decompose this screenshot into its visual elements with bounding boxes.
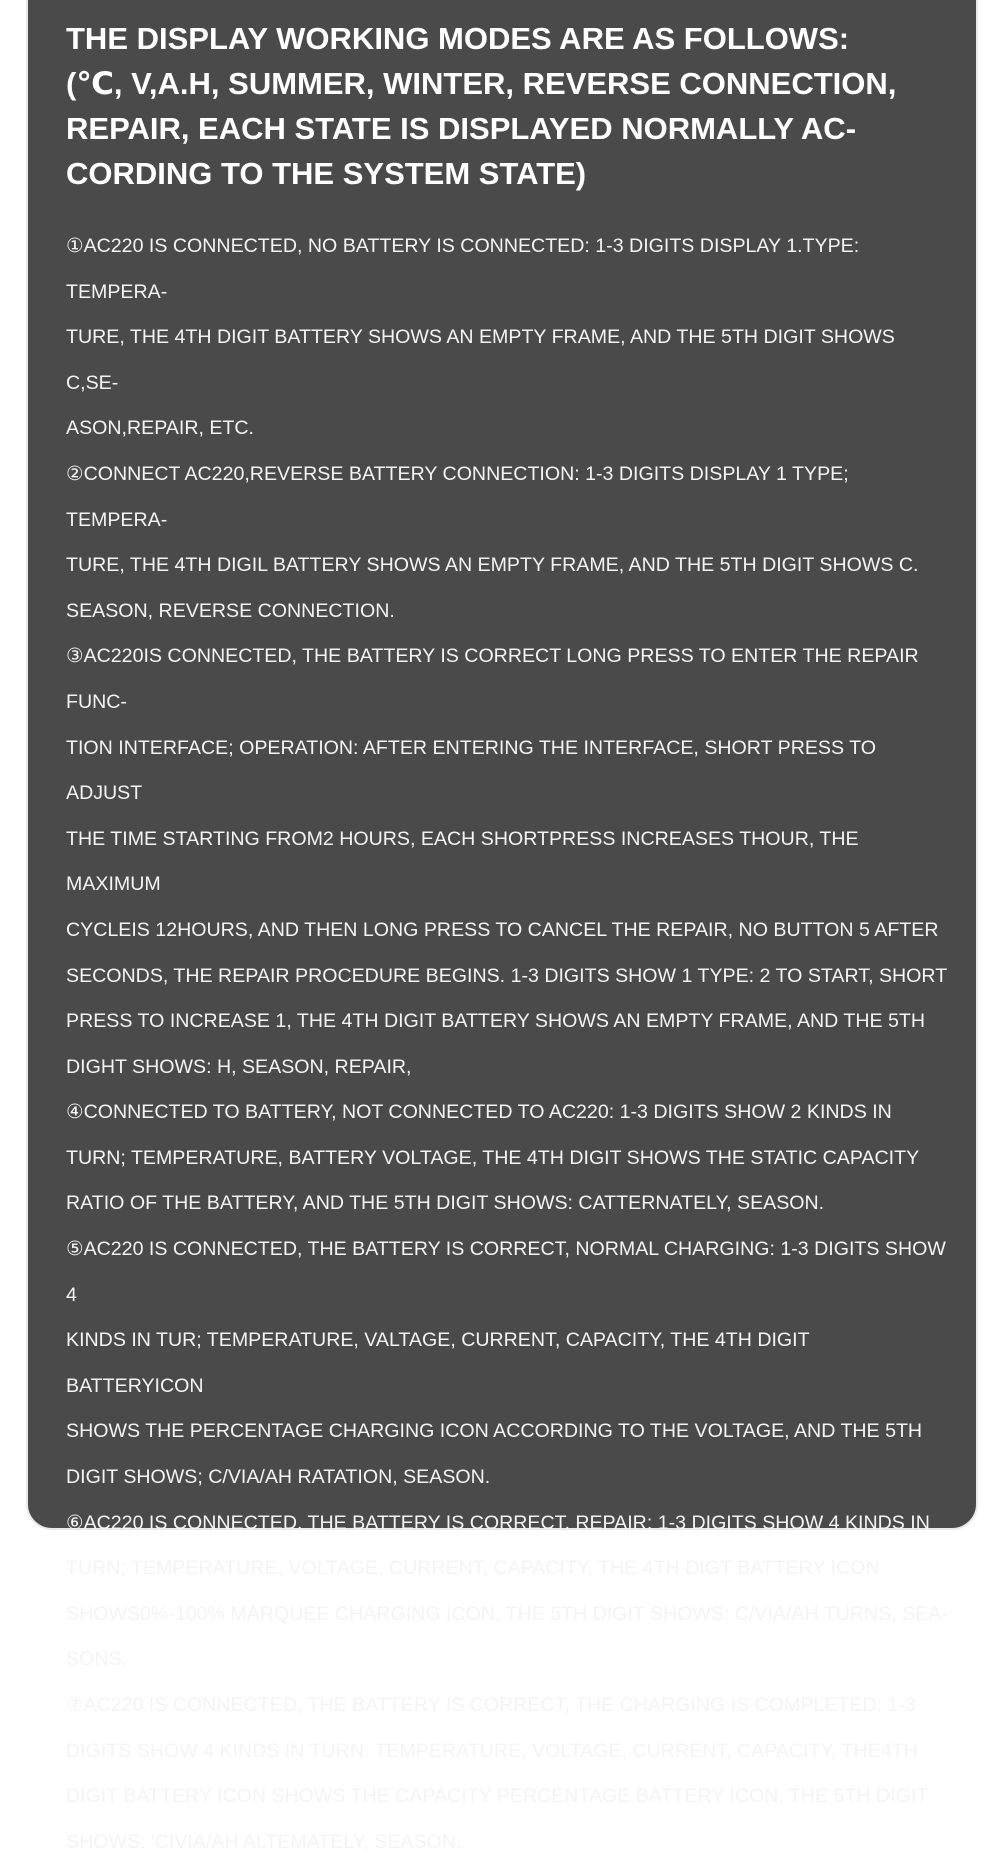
content — [66, 16, 951, 1865]
mode-list — [66, 224, 951, 1865]
mode-item-2: ②CONNECT AC220,REVERSE BATTERY CONNECTION: 1-3 DIGITS DISPLAY 1 TYPE; TEMPERA- TURE, THE 4TH DIGIL BATTERY SHOWS AN EMPTY FRAME, AND THE 5TH DIGIT SHOWS C. SEASON, REVERSE CONNECTION. — [66, 462, 919, 622]
mode-item-7: ⑦AC220 IS CONNECTED, THE BATTERY IS CORRECT, THE CHARGING IS COMPLETED: 1-3 DIGITS SHOW 4 KINDS IN TURN: TEMPERATURE, VOLTAGE, CURRENT, CAPACITY, THE4TH DIGIT BATTERY ICON SHOWS THE CAPACITY PERCENTAGE BATTERY ICON, THE 5TH DIGIT SHOWS: 'CIVIA/AH ALTEMATELY, SEASON. — [66, 1694, 929, 1853]
mode-item-5: ⑤AC220 IS CONNECTED, THE BATTERY IS CORRECT, NORMAL CHARGING: 1-3 DIGITS SHOW 4 KINDS IN TUR; TEMPERATURE, VALTAGE, CURRENT, CAPACITY, THE 4TH DIGIT BATTERYICON SHOWS THE PERCENTAGE CHARGING ICON ACCORDING TO THE VOLTAGE, AND THE 5TH DIGIT SHOWS; C/VIA/AH RATATION, SEASON. — [66, 1238, 946, 1489]
mode-item-4: ④CONNECTED TO BATTERY, NOT CONNECTED TO AC220: 1-3 DIGITS SHOW 2 KINDS IN TURN; TEMPERATURE, BATTERY VOLTAGE, THE 4TH DIGIT SHOWS THE STATIC CAPACITY RATIO OF THE BATTERY, AND THE 5TH DIGIT SHOWS: CATTERNATELY, SEASON. — [66, 1101, 920, 1215]
mode-item-3: ③AC220IS CONNECTED, THE BATTERY IS CORRECT LONG PRESS TO ENTER THE REPAIR FUNC- TION INTERFACE; OPERATION: AFTER ENTERING THE INTERFACE, SHORT PRESS TO ADJUST THE TIME STARTING FROM2 HOURS, EACH SHORTPRESS INCREASES THOUR, THE MAXIMUM CYCLEIS 12HOURS, AND THEN LONG PRESS TO CANCEL THE REPAIR, NO BUTTON 5 AFTER SECONDS, THE REPAIR PROCEDURE BEGINS. 1-3 DIGITS SHOW 1 TYPE: 2 TO START, SHORT PRESS TO INCREASE 1, THE 4TH DIGIT BATTERY SHOWS AN EMPTY FRAME, AND THE 5TH DIGHT SHOWS: H, SEASON, REPAIR, — [66, 645, 948, 1078]
page-title: THE DISPLAY WORKING MODES ARE AS FOLLOWS: (℃, V,A.H, SUMMER, WINTER, REVERSE CONNECTION, REPAIR, EACH STATE IS DISPLAYED NORMALLY AC- CORDING TO THE SYSTEM STATE) — [66, 21, 897, 191]
mode-item-6: ⑥AC220 IS CONNECTED, THE BATTERY IS CORRECT, REPAIR: 1-3 DIGITS SHOW 4 KINDS IN TURN; TEMPERATURE, VOLTAGE, CURRENT, CAPACITY, THE 4TH DIGT BATTERY ICON SHOWS0%-100% MARQUEE CHARGING ICON, THE 5TH DIGIT SHOWS: C/VIA/AH TURNS, SEA- SONS. — [66, 1511, 948, 1671]
mode-item-1: ①AC220 IS CONNECTED, NO BATTERY IS CONNECTED: 1-3 DIGITS DISPLAY 1.TYPE: TEMPERA- TURE, THE 4TH DIGIT BATTERY SHOWS AN EMPTY FRAME, AND THE 5TH DIGIT SHOWS C,SE- ASON,REPAIR, ETC. — [66, 235, 895, 440]
